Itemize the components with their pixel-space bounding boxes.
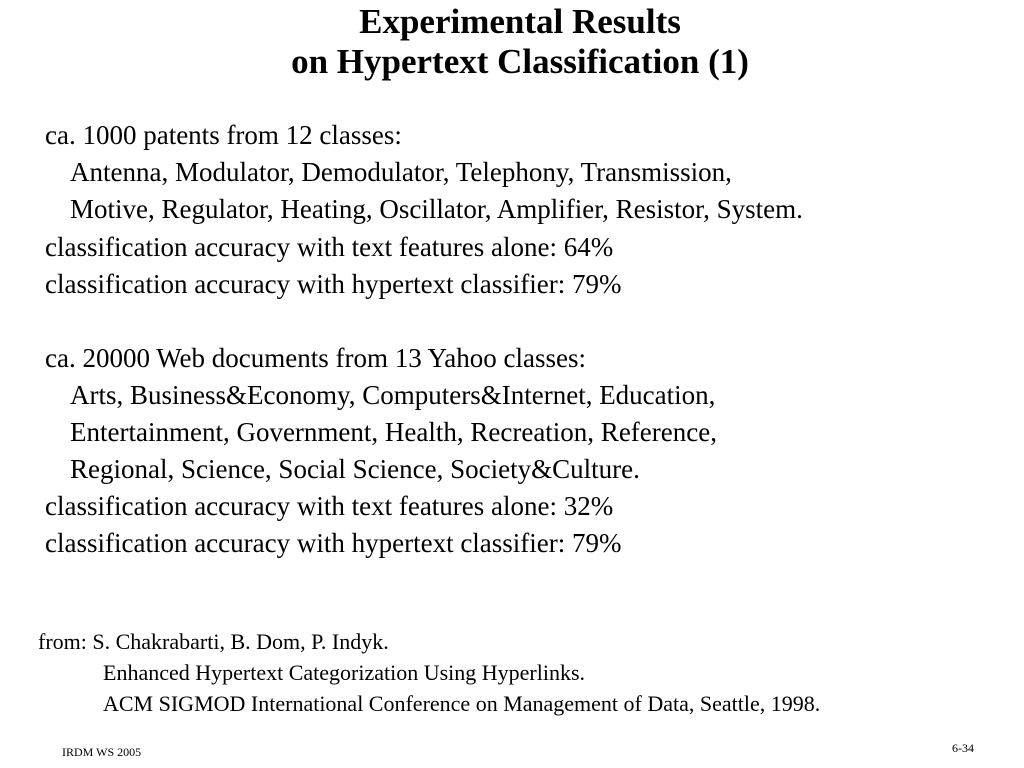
yahoo-accuracy-hypertext: classification accuracy with hypertext classifier: 79% — [45, 528, 622, 558]
reference-venue: ACM SIGMOD International Conference on Management of Data, Seattle, 1998. — [103, 691, 821, 716]
patents-classes-line-2: Motive, Regulator, Heating, Oscillator, Amplifier, Resistor, System. — [70, 194, 803, 224]
yahoo-classes-line-1: Arts, Business&Economy, Computers&Internet, Education, — [70, 380, 716, 410]
patents-accuracy-hypertext: classification accuracy with hypertext classifier: 79% — [45, 269, 622, 299]
yahoo-classes-line-2: Entertainment, Government, Health, Recreation, Reference, — [70, 417, 717, 447]
footer-page-number: 6-34 — [952, 741, 974, 755]
patents-classes-line-1: Antenna, Modulator, Demodulator, Telephony, Transmission, — [70, 157, 732, 187]
yahoo-accuracy-text: classification accuracy with text features alone: 32% — [45, 491, 614, 521]
patents-intro: ca. 1000 patents from 12 classes: — [45, 120, 402, 150]
reference-authors: from: S. Chakrabarti, B. Dom, P. Indyk. — [38, 629, 389, 654]
yahoo-intro: ca. 20000 Web documents from 13 Yahoo classes: — [45, 343, 587, 373]
slide-title-line-2: on Hypertext Classification (1) — [291, 42, 749, 81]
patents-accuracy-text: classification accuracy with text features alone: 64% — [45, 232, 614, 262]
reference-title: Enhanced Hypertext Categorization Using Hyperlinks. — [103, 660, 586, 685]
slide-title — [0, 2, 1024, 82]
footer-course: IRDM WS 2005 — [62, 745, 142, 759]
slide-title-line-1: Experimental Results — [359, 2, 681, 41]
yahoo-classes-line-3: Regional, Science, Social Science, Society&Culture. — [70, 454, 640, 484]
